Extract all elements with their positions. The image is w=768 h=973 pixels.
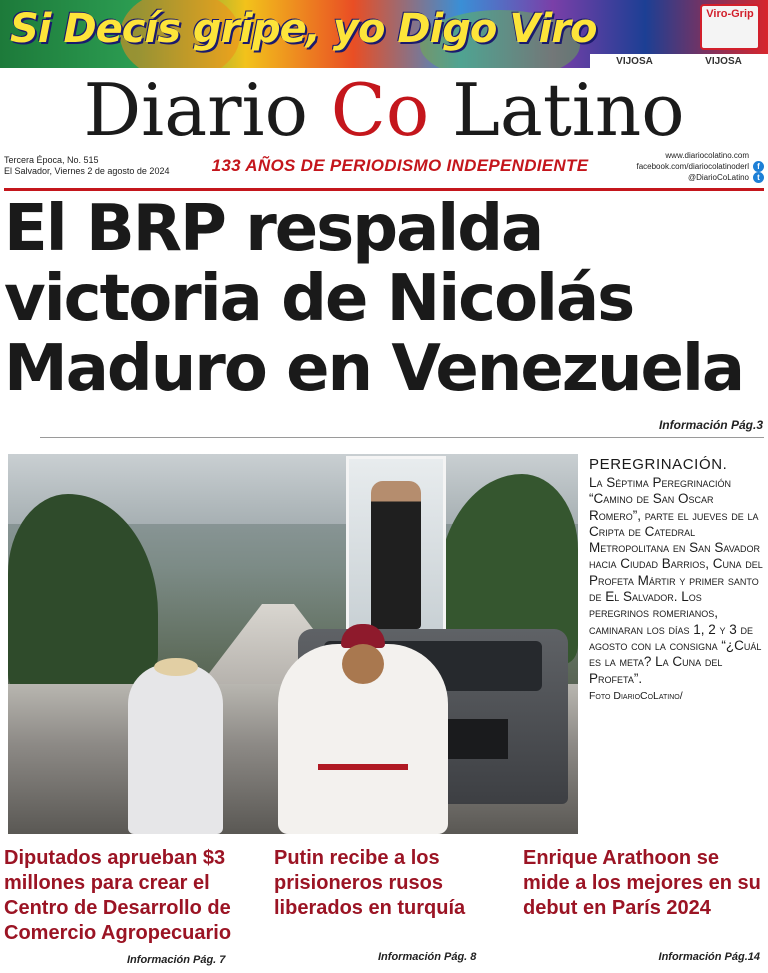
- main-story-page-reference: Información Pág.3: [658, 418, 763, 432]
- twitter-row: [636, 172, 764, 183]
- main-headline-line: Maduro en Venezuela: [4, 332, 744, 406]
- story-page-reference: Información Pág.14: [658, 951, 760, 963]
- caption-title: PEREGRINACIÓN.: [589, 456, 728, 473]
- social-block: [636, 151, 764, 183]
- facebook-link[interactable]: facebook.com/diariocolatinoderl: [636, 161, 749, 171]
- issue-info: [4, 155, 169, 177]
- masthead-logo-mark: Co: [330, 68, 430, 152]
- issue-number: Tercera Época, No. 515: [4, 155, 99, 165]
- facebook-icon: f: [753, 161, 764, 172]
- pilgrim-woman: [128, 664, 223, 834]
- masthead-logo: [0, 68, 768, 152]
- story-page-reference: Información Pág. 8: [378, 951, 477, 963]
- story-page-reference: Información Pág. 7: [127, 954, 226, 966]
- photo-caption: [589, 456, 765, 702]
- section-divider: [40, 437, 764, 438]
- main-headline-line: El BRP respalda: [4, 192, 543, 266]
- ad-brand-label: VIJOSA: [616, 55, 653, 67]
- ad-brand-strip: [590, 54, 768, 68]
- caption-body: La Séptima Peregrinación “Camino de San Oscar Romero”, parte el jueves de la Cripta de Catedral Metropolitana en San Savador hacia Ciudad Barrios, Cuna del Profeta Mártir y primer santo de El Salvador. Los peregrinos romerianos, caminaran los días 1, 2 y 3 de agosto con la consigna “¿Cuál es la meta? La Cuna del Profeta”.: [589, 475, 763, 686]
- masthead-divider: [4, 188, 764, 191]
- facebook-row: [636, 161, 764, 172]
- ad-product-box: Viro-Grip: [700, 4, 760, 50]
- masthead-title-right: Latino: [429, 68, 685, 152]
- story-headline-putin[interactable]: Putin recibe a los prisioneros rusos liberados en turquía: [274, 847, 466, 919]
- website-link[interactable]: www.diariocolatino.com: [665, 151, 749, 160]
- ad-brand-label: VIJOSA: [705, 55, 742, 67]
- main-headline[interactable]: [4, 194, 764, 404]
- tagline: 133 AÑOS DE PERIODISMO INDEPENDIENTE: [211, 156, 589, 175]
- main-headline-line: victoria de Nicolás: [4, 262, 634, 336]
- story-headline-diputados[interactable]: Diputados aprueban $3 millones para crear el Centro de Desarrollo de Comercio Agropecuario: [4, 847, 232, 944]
- twitter-icon: t: [753, 172, 764, 183]
- story-headline-arathoon[interactable]: Enrique Arathoon se mide a los mejores en su debut en París 2024: [523, 847, 761, 919]
- priest-figure: [278, 644, 448, 834]
- ad-banner[interactable]: [0, 0, 768, 68]
- romero-statue-shrine: [346, 456, 446, 636]
- twitter-link[interactable]: @DiarioCoLatino: [687, 172, 749, 182]
- ad-slogan: Si Decís gripe, yo Digo Viro: [10, 6, 597, 52]
- pilgrimage-photo: [8, 454, 578, 834]
- website-row: [636, 151, 764, 161]
- dateline: El Salvador, Viernes 2 de agosto de 2024: [4, 166, 170, 176]
- photo-credit: Foto DiarioCoLatino/: [589, 689, 683, 702]
- masthead-title-left: Diario: [83, 68, 331, 152]
